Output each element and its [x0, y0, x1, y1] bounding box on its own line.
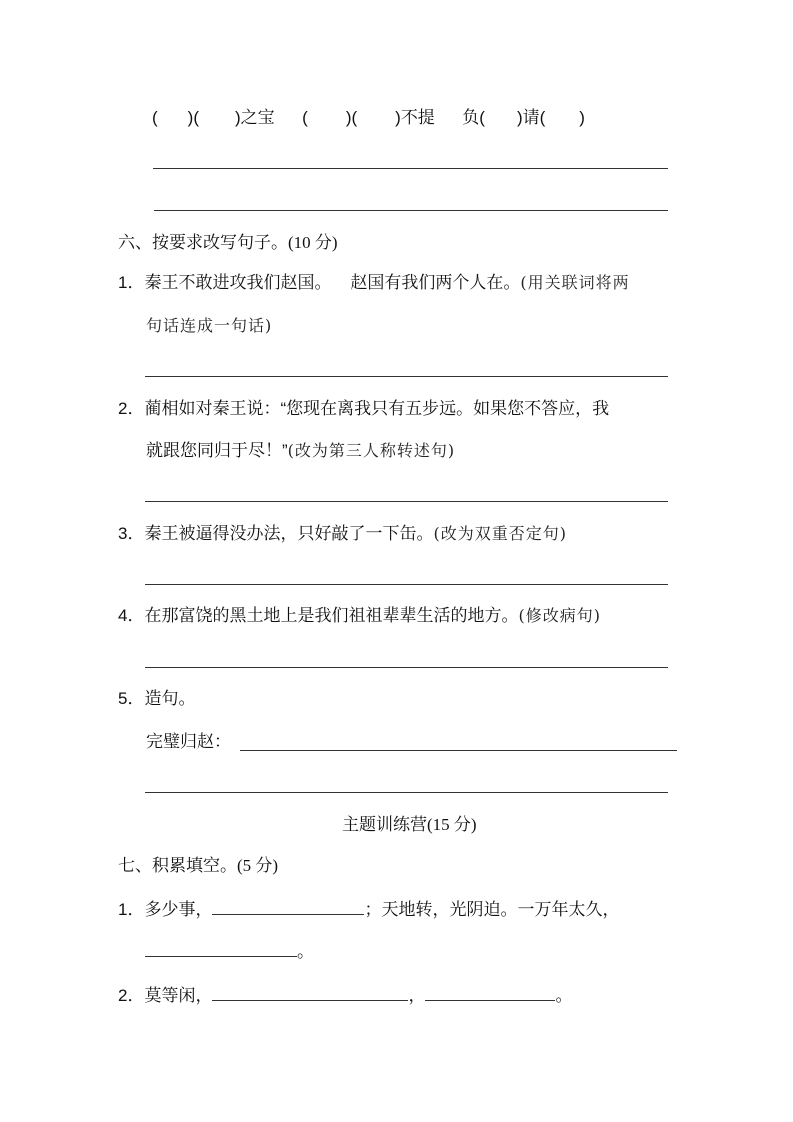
fill-blank-7-2a[interactable]	[212, 984, 408, 1001]
answer-line-q5-b[interactable]	[145, 792, 668, 793]
section6-q2-line2: 就跟您同归于尽！”(改为第三人称转述句)	[146, 441, 456, 460]
idiom-3: 负( )请( )	[462, 108, 585, 127]
fill-blank-7-1b[interactable]	[145, 940, 297, 957]
idiom-1: ( )( )之宝	[152, 108, 275, 127]
section6-heading: 六、按要求改写句子。(10 分)	[118, 233, 338, 252]
answer-line-q2[interactable]	[145, 501, 668, 502]
fill-blank-7-2b[interactable]	[425, 984, 555, 1001]
section7-q1: 1．多少事， ；天地转，光阴迫。一万年太久，	[118, 900, 620, 919]
idiom-fill-row	[152, 108, 585, 128]
section6-q1-hint-cont: 句话连成一句话)	[146, 316, 273, 335]
answer-line-q5-a[interactable]	[240, 750, 677, 751]
answer-line-idiom-1[interactable]	[153, 168, 668, 169]
theme-camp-heading: 主题训练营(15 分)	[342, 815, 477, 834]
section6-q3: 3．秦王被逼得没办法，只好敲了一下缶。(改为双重否定句)	[118, 524, 567, 543]
answer-line-q4[interactable]	[145, 667, 668, 668]
section6-q5: 5．造句。	[118, 689, 196, 708]
answer-line-idiom-2[interactable]	[154, 210, 668, 211]
section7-q1-cont: 。	[145, 940, 314, 962]
section6-q5-idiom: 完璧归赵：	[146, 732, 231, 751]
section6-q2-line1: 2．蔺相如对秦王说：“您现在离我只有五步远。如果您不答应，我	[118, 399, 610, 418]
idiom-2: ( )( )不提	[302, 108, 435, 127]
section6-q1: 1．秦王不敢进攻我们赵国。 赵国有我们两个人在。(用关联词将两	[118, 273, 630, 292]
section7-heading: 七、积累填空。(5 分)	[118, 856, 279, 875]
fill-blank-7-1a[interactable]	[212, 898, 364, 915]
answer-line-q1[interactable]	[145, 376, 668, 377]
section7-q2: 2．莫等闲， ， 。	[118, 986, 573, 1005]
answer-line-q3[interactable]	[145, 584, 668, 585]
section6-q4: 4．在那富饶的黑土地上是我们祖祖辈辈生活的地方。(修改病句)	[118, 606, 601, 625]
